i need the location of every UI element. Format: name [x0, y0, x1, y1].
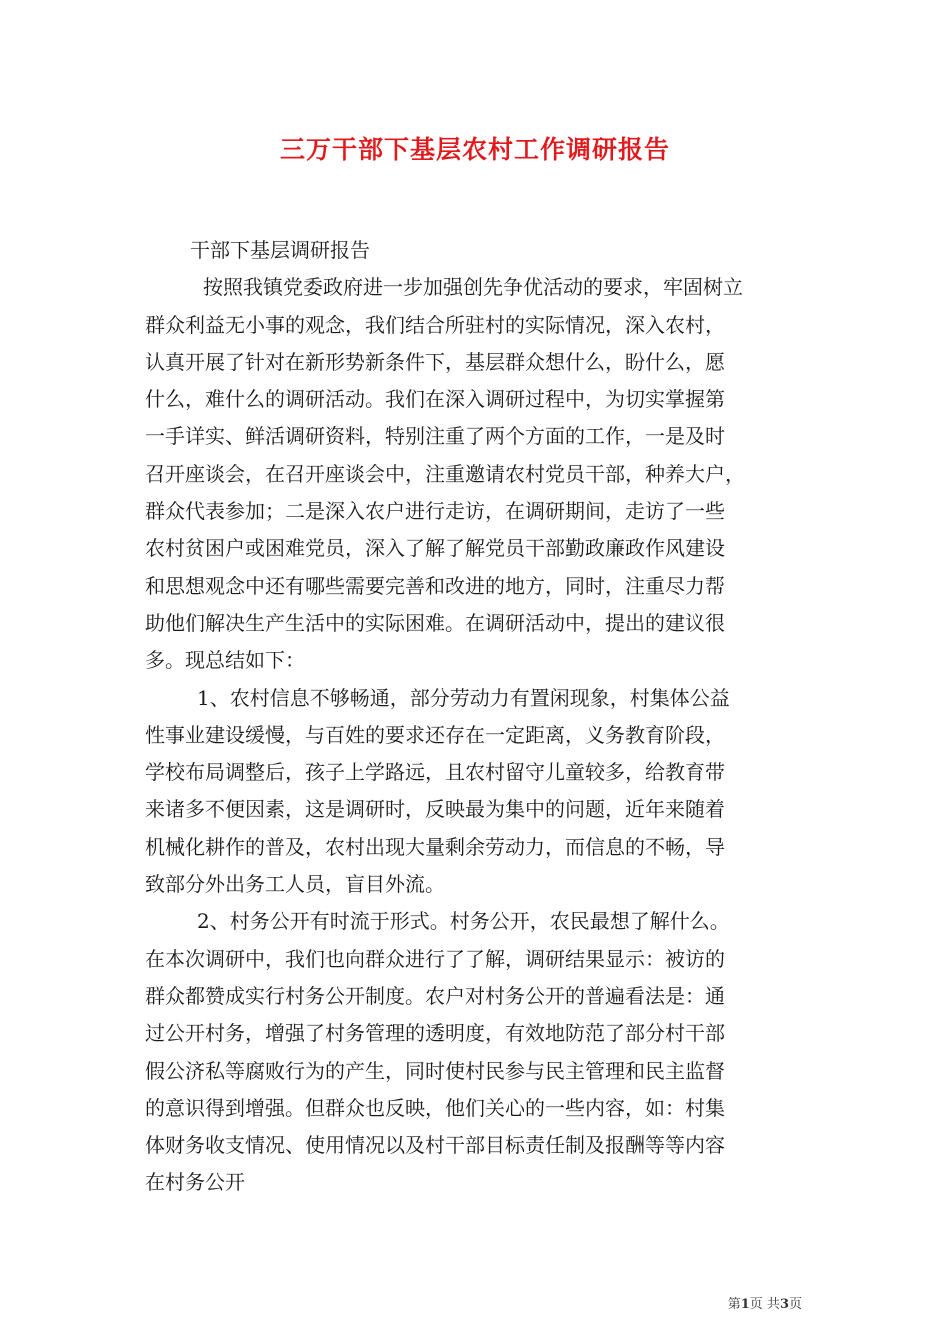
body-line: 来诸多不便因素，这是调研时，反映最为集中的问题，近年来随着	[145, 797, 725, 822]
document-body	[145, 232, 805, 1202]
body-line: 农村贫困户或困难党员，深入了解了解党员干部勤政廉政作风建设	[145, 536, 725, 561]
page-footer	[728, 1293, 802, 1312]
body-line: 群众代表参加；二是深入农户进行走访，在调研期间，走访了一些	[145, 499, 725, 524]
body-line: 助他们解决生产生活中的实际困难。在调研活动中，提出的建议很	[145, 610, 725, 635]
body-line: 致部分外出务工人员，盲目外流。	[145, 872, 445, 897]
body-line: 一手详实、鲜活调研资料，特别注重了两个方面的工作，一是及时	[145, 424, 725, 449]
footer-prefix: 第	[727, 1297, 741, 1312]
body-line: 的意识得到增强。但群众也反映，他们关心的一些内容，如：村集	[145, 1095, 725, 1120]
body-line: 按照我镇党委政府进一步加强创先争优活动的要求，牢固树立	[203, 275, 743, 300]
body-line: 2、村务公开有时流于形式。村务公开，农民最想了解什么。	[197, 909, 730, 934]
footer-middle: 页 共	[749, 1297, 780, 1312]
body-line: 和思想观念中还有哪些需要完善和改进的地方，同时，注重尽力帮	[145, 573, 725, 598]
body-line: 群众利益无小事的观念，我们结合所驻村的实际情况，深入农村，	[145, 312, 725, 337]
body-line: 召开座谈会，在召开座谈会中，注重邀请农村党员干部，种养大户，	[145, 461, 745, 486]
body-line: 过公开村务，增强了村务管理的透明度，有效地防范了部分村干部	[145, 1021, 725, 1046]
body-line: 在村务公开	[145, 1170, 245, 1195]
body-line: 干部下基层调研报告	[190, 238, 370, 262]
body-line: 学校布局调整后，孩子上学路远，且农村留守儿童较多，给教育带	[145, 760, 725, 785]
body-line: 什么，难什么的调研活动。我们在深入调研过程中，为切实掌握第	[145, 387, 725, 412]
body-line: 性事业建设缓慢，与百姓的要求还存在一定距离，义务教育阶段，	[145, 722, 725, 747]
document-title: 三万干部下基层农村工作调研报告	[279, 135, 670, 164]
body-line: 1、农村信息不够畅通，部分劳动力有置闲现象，村集体公益	[197, 685, 730, 710]
body-line: 体财务收支情况、使用情况以及村干部目标责任制及报酬等等内容	[145, 1133, 725, 1158]
body-line: 多。现总结如下：	[145, 648, 305, 673]
footer-suffix: 页	[788, 1297, 802, 1312]
body-line: 机械化耕作的普及，农村出现大量剩余劳动力，而信息的不畅，导	[145, 834, 725, 859]
body-line: 认真开展了针对在新形势新条件下，基层群众想什么，盼什么，愿	[145, 349, 725, 374]
body-line: 假公济私等腐败行为的产生，同时使村民参与民主管理和民主监督	[145, 1058, 725, 1083]
footer-current-page: 1	[740, 1297, 750, 1312]
body-line: 群众都赞成实行村务公开制度。农户对村务公开的普遍看法是：通	[145, 983, 725, 1008]
body-line: 在本次调研中，我们也向群众进行了了解，调研结果显示：被访的	[145, 946, 725, 971]
footer-total-pages: 3	[779, 1297, 789, 1312]
